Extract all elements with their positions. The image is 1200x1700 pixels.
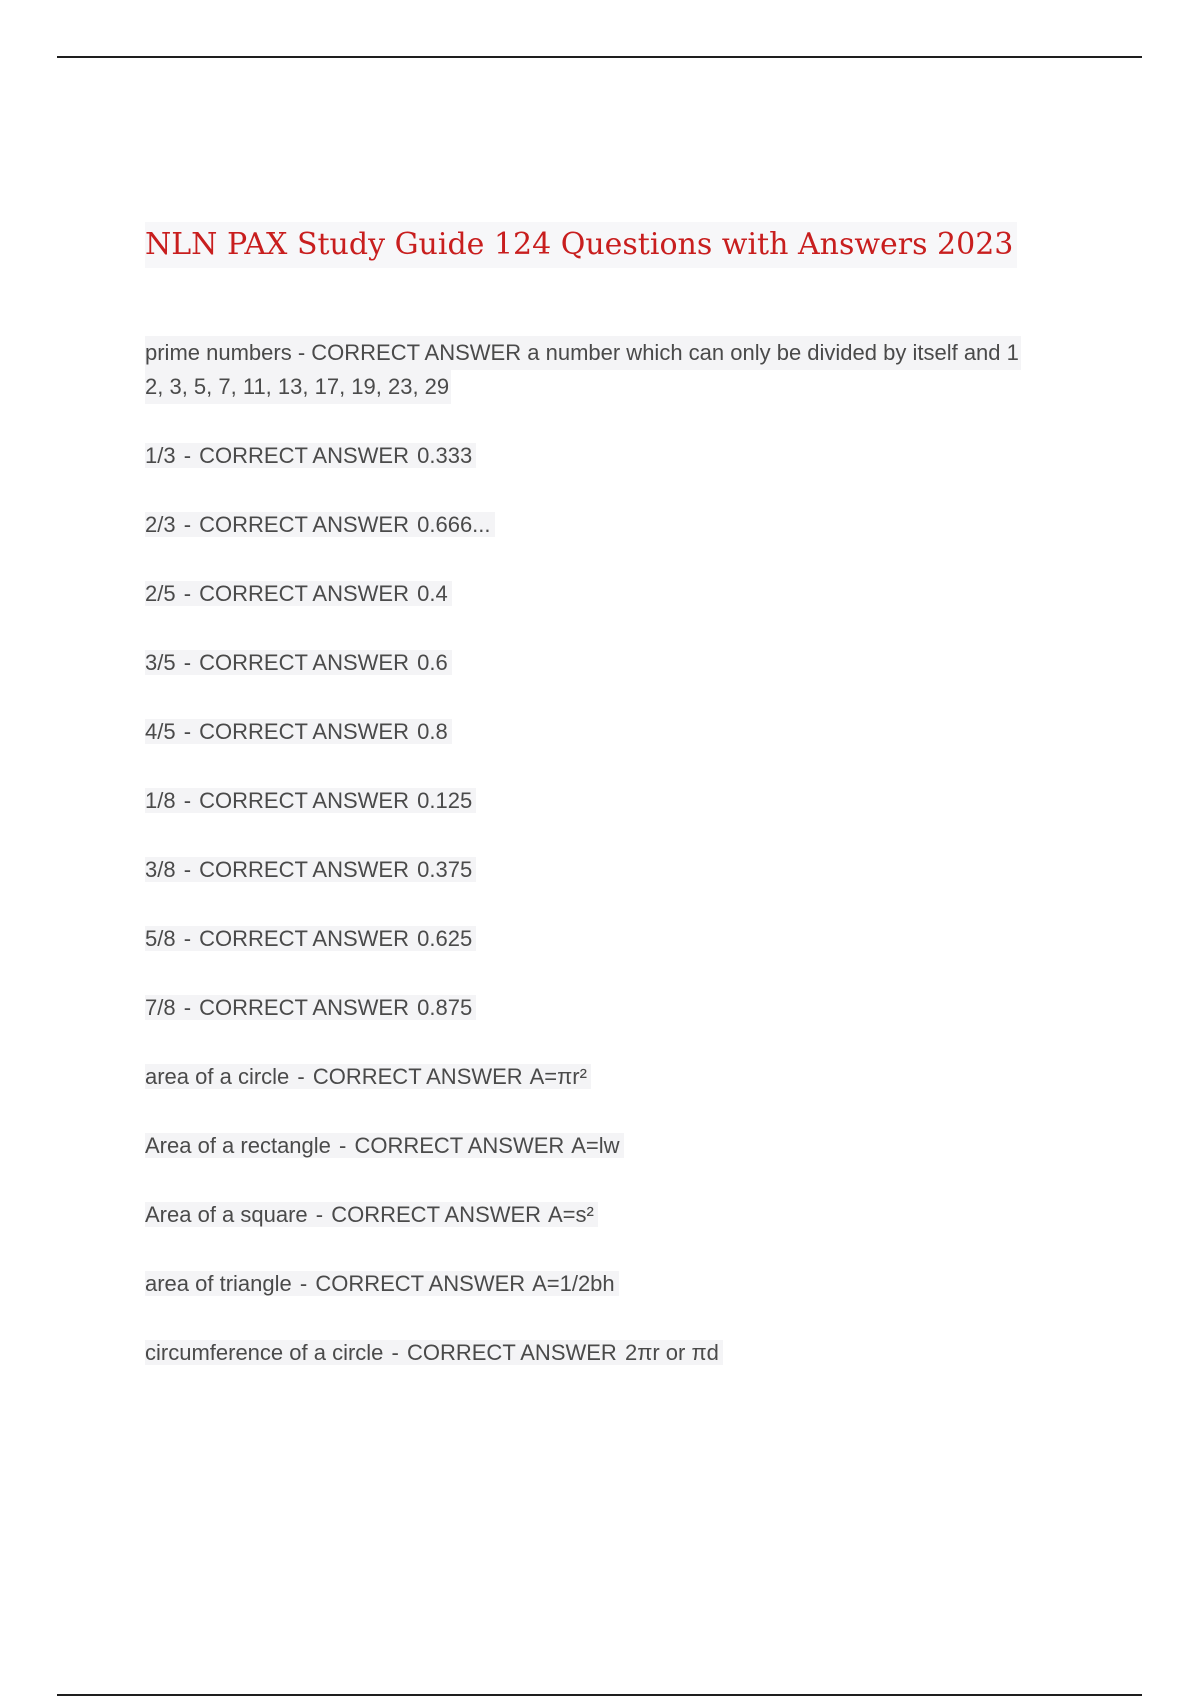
entry-label: CORRECT ANSWER [331, 1202, 542, 1227]
entry-separator: - [177, 512, 198, 537]
entry-separator: - [177, 995, 198, 1020]
entry-separator: - [177, 581, 198, 606]
entry-label: CORRECT ANSWER [199, 857, 409, 882]
entry-separator: - [291, 340, 312, 365]
entry-answer: 0.875 [417, 995, 473, 1020]
entry-label: CORRECT ANSWER [315, 1271, 526, 1296]
qa-entry [145, 1060, 1085, 1094]
entry-answer: 0.333 [417, 443, 473, 468]
entry-label: CORRECT ANSWER [199, 581, 409, 606]
qa-entry [145, 1267, 1085, 1301]
entry-label: CORRECT ANSWER [312, 1064, 523, 1089]
entry-term: 2/3 [145, 512, 176, 537]
entry-term: 3/5 [145, 650, 176, 675]
qa-entry [145, 991, 1085, 1025]
entry-separator: - [309, 1202, 330, 1227]
qa-entry [145, 577, 1085, 611]
entry-term: area of triangle [145, 1271, 292, 1296]
entry-label: CORRECT ANSWER [199, 443, 409, 468]
qa-entry [145, 646, 1085, 680]
entry-term: 4/5 [145, 719, 176, 744]
entry-answer: A=s² [547, 1202, 594, 1227]
entry-separator: - [177, 443, 198, 468]
document-title: NLN PAX Study Guide 124 Questions with Answers 2023 [145, 222, 1017, 268]
entry-label: CORRECT ANSWER [199, 719, 409, 744]
qa-entry [145, 508, 1085, 542]
entry-separator: - [177, 788, 198, 813]
entry-answer: 2πr or πd [624, 1340, 719, 1365]
entry-term: circumference of a circle [145, 1340, 384, 1365]
entry-label: CORRECT ANSWER [199, 788, 409, 813]
entry-answer-line2: 2, 3, 5, 7, 11, 13, 17, 19, 23, 29 [145, 370, 451, 404]
entry-answer: 0.625 [417, 926, 473, 951]
entry-label: CORRECT ANSWER [354, 1133, 565, 1158]
entry-separator: - [385, 1340, 405, 1365]
entry-separator: - [177, 926, 198, 951]
entry-answer: 0.6 [417, 650, 448, 675]
entry-answer: 0.375 [417, 857, 473, 882]
entry-separator: - [293, 1271, 314, 1296]
qa-list [145, 336, 1085, 1405]
entry-term: 2/5 [145, 581, 176, 606]
qa-entry [145, 1336, 1085, 1370]
entry-term: 1/8 [145, 788, 176, 813]
entry-answer: 0.666... [417, 512, 491, 537]
entry-term: 5/8 [145, 926, 176, 951]
entry-separator: - [177, 857, 198, 882]
entry-label: CORRECT ANSWER [311, 340, 522, 365]
entry-answer: a number which can only be divided by itself and 1 [527, 340, 1019, 365]
entry-answer: 0.8 [417, 719, 448, 744]
qa-entry-prime-numbers [145, 336, 1085, 404]
entry-term: 7/8 [145, 995, 176, 1020]
entry-label: CORRECT ANSWER [199, 926, 409, 951]
qa-entry [145, 784, 1085, 818]
qa-entry [145, 439, 1085, 473]
qa-entry [145, 1198, 1085, 1232]
entry-answer: A=1/2bh [532, 1271, 615, 1296]
entry-label: CORRECT ANSWER [406, 1340, 617, 1365]
entry-term: area of a circle [145, 1064, 290, 1089]
entry-answer: 0.125 [417, 788, 473, 813]
entry-term: prime numbers [145, 340, 292, 365]
qa-entry [145, 1129, 1085, 1163]
entry-separator: - [291, 1064, 311, 1089]
entry-label: CORRECT ANSWER [199, 995, 409, 1020]
entry-term: 3/8 [145, 857, 176, 882]
entry-answer: 0.4 [417, 581, 448, 606]
bottom-rule [57, 1694, 1142, 1696]
entry-separator: - [177, 650, 198, 675]
entry-term: 1/3 [145, 443, 176, 468]
entry-term: Area of a rectangle [145, 1133, 331, 1158]
qa-entry [145, 715, 1085, 749]
entry-answer: A=lw [571, 1133, 620, 1158]
qa-entry [145, 922, 1085, 956]
qa-entry [145, 853, 1085, 887]
entry-separator: - [332, 1133, 353, 1158]
entry-answer: A=πr² [529, 1064, 587, 1089]
entry-label: CORRECT ANSWER [199, 512, 409, 537]
entry-term: Area of a square [145, 1202, 308, 1227]
entry-separator: - [177, 719, 198, 744]
top-rule [57, 56, 1142, 58]
entry-label: CORRECT ANSWER [199, 650, 409, 675]
